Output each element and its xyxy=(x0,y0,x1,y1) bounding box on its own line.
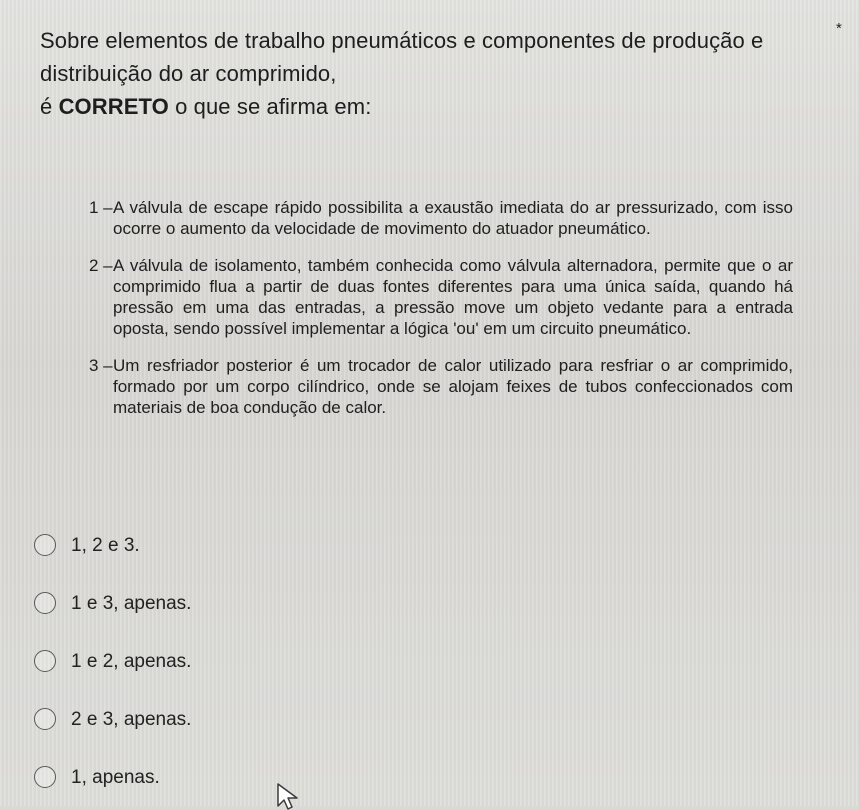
question-emphasis: CORRETO xyxy=(58,94,169,119)
question-line-1: Sobre elementos de trabalho pneumáticos e componentes de produção e xyxy=(40,28,764,53)
answer-option-label[interactable]: 1, apenas. xyxy=(71,767,160,788)
required-asterisk: * xyxy=(836,20,842,37)
answer-option-label[interactable]: 1, 2 e 3. xyxy=(71,535,140,556)
statement-item-3 xyxy=(89,355,793,418)
question-line-2: distribuição do ar comprimido, xyxy=(40,61,337,86)
question-line-3-prefix: é xyxy=(40,94,59,119)
answer-option-4[interactable] xyxy=(34,691,334,749)
question-line-3 xyxy=(40,90,800,123)
statement-list xyxy=(89,197,793,434)
statement-text: A válvula de isolamento, também conhecida como válvula alternadora, permite que o ar comprimido flua a partir de duas fontes diferentes para uma única saída, quando há pressão em uma das entradas, a pressão move um objeto vedante para a entrada oposta, sendo possível implementar a lógica 'ou' em um circuito pneumático. xyxy=(113,256,793,338)
answer-option-3[interactable] xyxy=(34,633,334,691)
radio-button-icon[interactable] xyxy=(34,534,56,556)
question-line-3-suffix: o que se afirma em: xyxy=(168,94,372,119)
radio-button-icon[interactable] xyxy=(34,766,56,788)
answer-option-label[interactable]: 1 e 2, apenas. xyxy=(71,651,192,672)
answer-option-label[interactable]: 1 e 3, apenas. xyxy=(71,593,192,614)
statement-number: 1 – xyxy=(89,198,113,217)
statement-text: Um resfriador posterior é um trocador de calor utilizado para resfriar o ar comprimido, formado por um corpo cilíndrico, onde se alojam feixes de tubos confeccionados com materiais de boa condução de calor. xyxy=(113,356,793,417)
answer-option-1[interactable] xyxy=(34,517,334,575)
question-prompt xyxy=(40,24,800,123)
answer-option-2[interactable] xyxy=(34,575,334,633)
statement-item-1 xyxy=(89,197,793,239)
answer-options xyxy=(34,517,334,807)
answer-option-label[interactable]: 2 e 3, apenas. xyxy=(71,709,192,730)
statement-item-2 xyxy=(89,255,793,339)
statement-number: 2 – xyxy=(89,256,113,275)
radio-button-icon[interactable] xyxy=(34,708,56,730)
radio-button-icon[interactable] xyxy=(34,650,56,672)
radio-button-icon[interactable] xyxy=(34,592,56,614)
statement-number: 3 – xyxy=(89,356,113,375)
statement-text: A válvula de escape rápido possibilita a exaustão imediata do ar pressurizado, com isso ocorre o aumento da velocidade de movimento do atuador pneumático. xyxy=(113,198,793,238)
